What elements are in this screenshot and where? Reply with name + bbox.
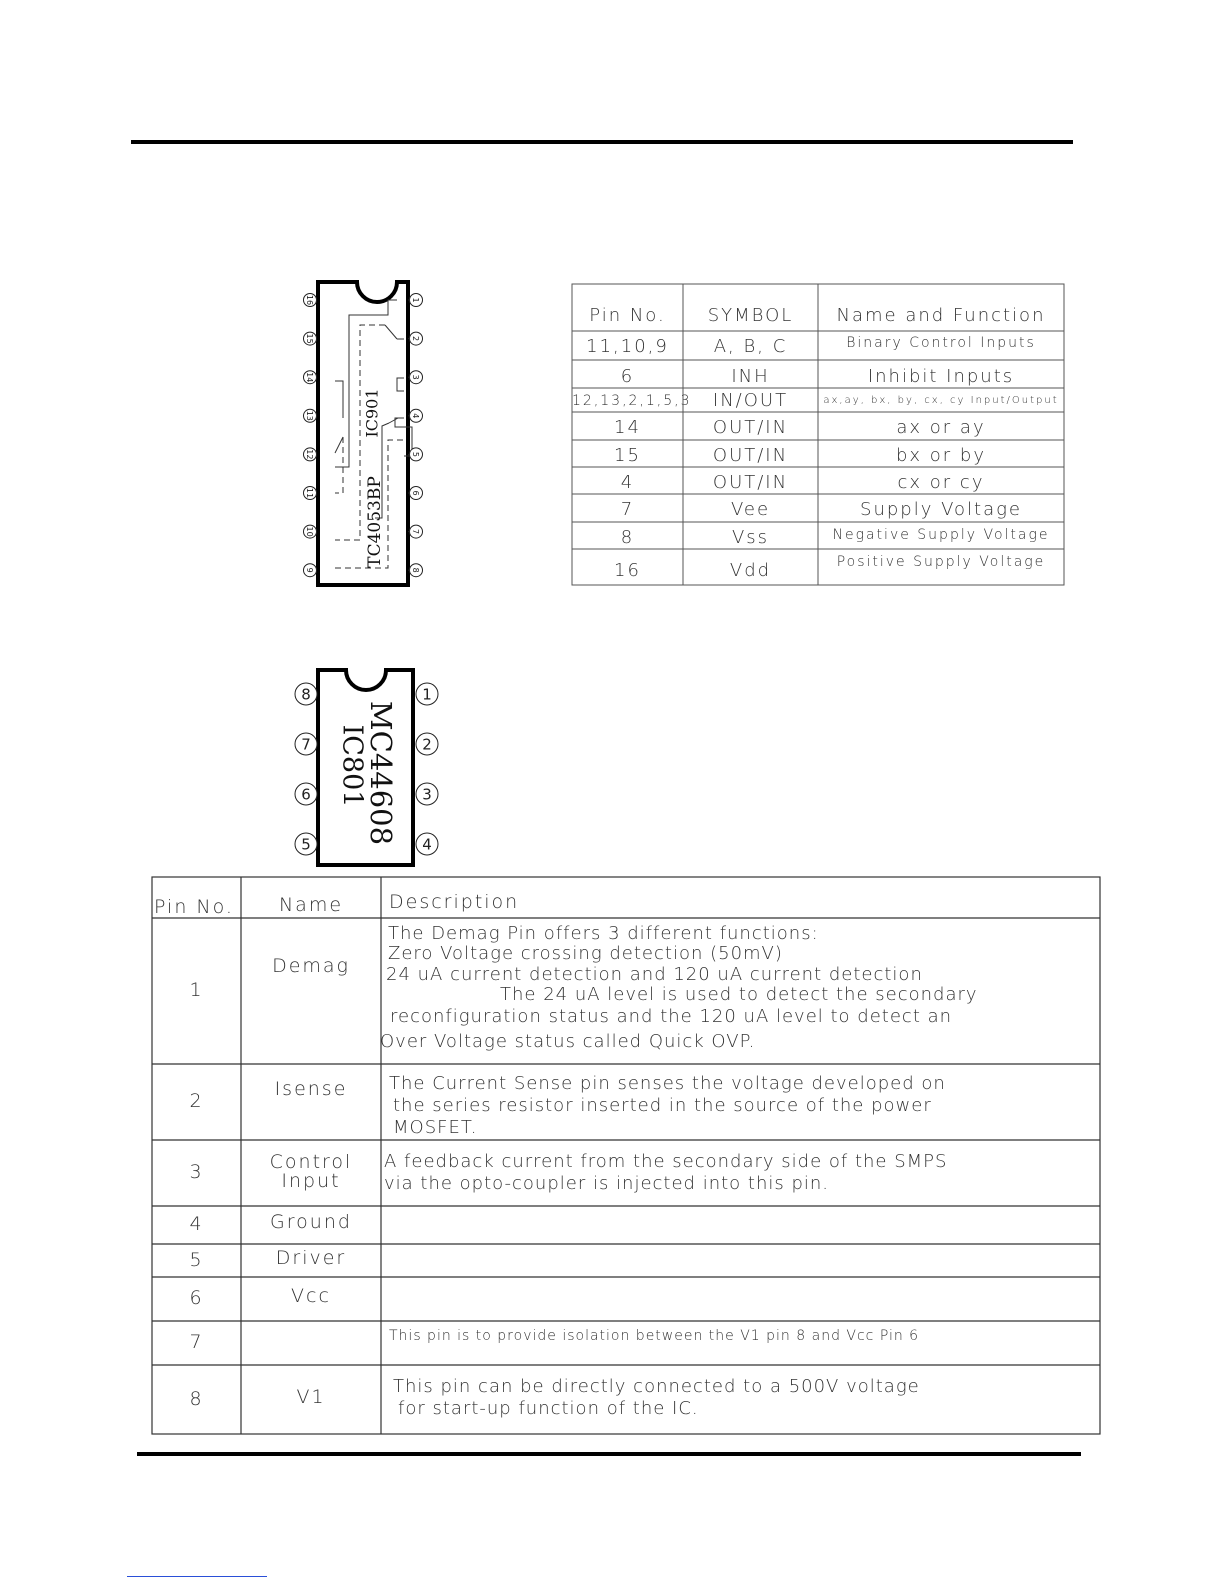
table1-cell-2-0: 12,13,2,1,5,3 [572,393,692,409]
svg-text:1: 1 [411,297,421,303]
svg-text:4: 4 [422,835,432,854]
table2-name-1: Demag [272,955,350,977]
svg-text:3: 3 [411,374,421,380]
svg-text:12: 12 [305,449,315,460]
table2-pin-4: 4 [189,1213,204,1235]
table1-cell-2-1: IN/OUT [712,390,789,411]
table1-cell-7-2: Negative Supply Voltage [832,527,1050,543]
table1-cell-1-1: INH [731,366,770,387]
ic801-ref-label: IC801 [336,724,368,808]
table1-header-2: Name and Function [836,305,1046,326]
table1-cell-3-2: ax or ay [896,417,986,438]
table1-cell-3-0: 14 [614,417,641,438]
table1-cell-4-2: bx or by [895,445,986,466]
svg-text:11: 11 [305,487,315,499]
table1-cell-7-1: Vss [731,527,770,548]
table1-cell-3-1: OUT/IN [712,417,789,438]
table1-cell-8-2: Positive Supply Voltage [836,554,1046,570]
table2-pin-1: 1 [189,979,204,1001]
table2-pin-8: 8 [189,1387,204,1410]
table2-name-8: V1 [296,1386,326,1408]
table2-name-6: Vcc [291,1285,331,1307]
table2-desc-3-0: A feedback current from the secondary side of the SMPS [384,1151,948,1172]
svg-text:3: 3 [422,785,432,804]
table1-cell-5-0: 4 [620,472,635,493]
table1-cell-8-0: 16 [614,560,641,581]
table2-pin-7: 7 [189,1331,204,1353]
svg-text:15: 15 [305,333,315,344]
table2-desc-8-1: for start-up function of the IC. [398,1398,699,1419]
table2-desc-1-4: reconfiguration status and the 120 uA level to detect an [390,1006,953,1027]
svg-text:8: 8 [301,685,311,704]
table2-desc-1-5: Over Voltage status called Quick OVP. [380,1031,756,1052]
table2-desc-1-3: The 24 uA level is used to detect the secondary [500,984,978,1005]
svg-text:9: 9 [305,567,315,573]
svg-text:5: 5 [301,835,311,854]
table1-header-1: SYMBOL [707,305,794,326]
table1-cell-4-1: OUT/IN [712,445,789,466]
table1-cell-0-1: A, B, C [713,336,788,357]
ic801-part-label: MC44608 [364,700,398,846]
svg-text:4: 4 [411,413,421,419]
svg-text:2: 2 [411,336,421,342]
svg-text:16: 16 [305,294,315,306]
table2-desc-2-1: the series resistor inserted in the source of the power [393,1095,932,1116]
table1-cell-6-1: Vee [730,498,771,520]
table1-cell-6-0: 7 [620,498,635,520]
table2-header-pin: Pin No. [154,896,234,918]
table2-desc-1-2: 24 uA current detection and 120 uA current detection [386,964,923,985]
table1-cell-2-2: ax,ay, bx, by, cx, cy Input/Output [823,395,1059,406]
ic901-ref-label: IC901 [362,388,382,438]
table1-cell-1-2: Inhibit Inputs [867,366,1015,387]
svg-text:6: 6 [411,490,421,496]
table2-header-name: Name [278,894,344,916]
table1-cell-5-2: cx or cy [897,472,985,493]
table2-name-5: Driver [275,1246,347,1269]
svg-text:2: 2 [422,735,432,754]
svg-text:7: 7 [301,735,311,754]
svg-text:8: 8 [411,567,421,573]
table2-name-2: Isense [274,1078,348,1100]
svg-text:7: 7 [411,529,421,535]
table2-pin-6: 6 [189,1287,204,1309]
table2-desc-7-0: This pin is to provide isolation between the V1 pin 8 and Vcc Pin 6 [389,1328,920,1344]
table2-header-desc: Description [389,891,520,913]
svg-text:14: 14 [305,372,315,383]
table2-desc-1-1: Zero Voltage crossing detection (50mV) [388,943,783,964]
table1-cell-1-0: 6 [620,366,635,387]
svg-text:1: 1 [422,685,432,704]
table1-cell-8-1: Vdd [729,560,772,581]
table2-desc-8-0: This pin can be directly connected to a 500V voltage [393,1376,920,1397]
table2-pin-2: 2 [189,1090,204,1112]
table1-cell-0-0: 11,10,9 [586,336,669,357]
table1-cell-5-1: OUT/IN [712,472,789,493]
svg-text:6: 6 [301,785,311,804]
table1-cell-6-2: Supply Voltage [860,498,1022,520]
table2-desc-2-2: MOSFET. [393,1117,478,1138]
table2-desc-2-0: The Current Sense pin senses the voltage developed on [389,1073,946,1094]
table1-cell-4-0: 15 [614,445,641,466]
table2-pin-5: 5 [189,1248,204,1271]
svg-text:5: 5 [411,451,421,457]
table2-desc-1-0: The Demag Pin offers 3 different functions: [388,923,819,944]
table1-cell-0-2: Binary Control Inputs [846,335,1036,351]
table2-pin-3: 3 [189,1161,204,1183]
table1-cell-7-0: 8 [620,527,635,548]
table1-header-0: Pin No. [589,305,666,326]
ic901-part-label: TC4053BP [365,476,385,568]
table2-desc-3-1: via the opto-coupler is injected into this pin. [384,1173,830,1194]
table2-name-4: Ground [270,1211,352,1233]
svg-text:10: 10 [305,526,315,537]
table2-name-3: Control [269,1151,353,1173]
svg-text:13: 13 [305,410,315,421]
table2-name2-3: Input [281,1170,341,1192]
